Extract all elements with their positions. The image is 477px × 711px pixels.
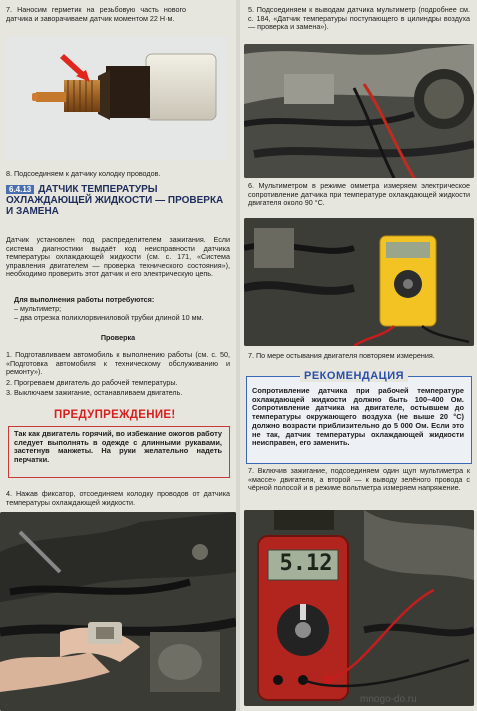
section-number: 6.4.13: [6, 185, 34, 194]
ohmmeter-illustration: [244, 218, 474, 346]
step-7-repeat: 7. По мере остывания двигателя повторяем измерения.: [248, 351, 435, 360]
check-step: 1. Подготавливаем автомобиль к выполнению работы (см. с. 50, «Подготовка автомобиля к техническому обслуживанию и ремонту»).: [6, 350, 230, 377]
column-divider: [236, 0, 240, 711]
check-step: 3. Выключаем зажигание, останавливаем двигатель.: [6, 388, 183, 397]
tools-heading: Для выполнения работы потребуются:: [14, 295, 155, 304]
step-4-disconnect: 4. Нажав фиксатор, отсоединяем колодку проводов от датчика температуры охлаждающей жидкости.: [6, 489, 230, 507]
step-8-connect: 8. Подсоединяем к датчику колодку проводов.: [6, 169, 161, 178]
warning-title: ПРЕДУПРЕЖДЕНИЕ!: [54, 409, 176, 421]
watermark: mnogo-do.ru: [360, 694, 417, 705]
multimeter-connect-photo: [244, 44, 474, 178]
step-5-multimeter: 5. Подсоединяем к выводам датчика мультиметр (подробнее см. с. 184, «Датчик температуры поступающего в цилиндры воздуха — проверка и замена»).: [248, 5, 470, 32]
section-title: [6, 184, 230, 217]
ohmmeter-photo: [244, 218, 474, 346]
tools-item: – два отрезка полихлорвиниловой трубки длиной 10 мм.: [14, 313, 204, 322]
check-step: 2. Прогреваем двигатель до рабочей температуры.: [6, 378, 178, 387]
step-7-voltage: 7. Включив зажигание, подсоединяем один щуп мультиметра к «массе» двигателя, а второй — к выводу зелёного провода с чёрной полосой и в режиме вольтметра измеряем напряжение.: [248, 466, 470, 493]
meter-display: 5.12: [279, 551, 333, 576]
sensor-illustration: [6, 36, 228, 160]
engine-top-illustration: [244, 44, 474, 178]
intro-paragraph: Датчик установлен под распределителем зажигания. Если система диагностики выдаёт код неисправности датчика температуры охлаждающей жидкости (см. с. 171, «Система управления двигателем — проверка технического состояния»), необходимо проверить этот датчик и его электрическую цепь.: [6, 235, 230, 279]
voltmeter-illustration: [244, 510, 474, 706]
warning-text: Так как двигатель горячий, во избежание ожогов работу следует выполнять в одежде с длинными рукавами, застегнув манжеты. На руки желательно надеть перчатки.: [14, 429, 222, 465]
disconnect-photo: [0, 512, 236, 711]
voltmeter-photo: [244, 510, 474, 706]
engine-illustration: [0, 512, 236, 711]
section-title-text: ДАТЧИК ТЕМПЕРАТУРЫ ОХЛАЖДАЮЩЕЙ ЖИДКОСТИ — ПРОВЕРКА И ЗАМЕНА: [6, 184, 224, 217]
step-7-sealant: 7. Наносим герметик на резьбовую часть нового датчика и заворачиваем датчик моментом 22 Н·м.: [6, 5, 186, 23]
recommendation-title: РЕКОМЕНДАЦИЯ: [300, 370, 408, 382]
tools-item: – мультиметр;: [14, 304, 62, 313]
recommendation-text: Сопротивление датчика при рабочей температуре охлаждающей жидкости должно быть 100–400 Ом. Сопротивление датчика на двигателе, остывшем до температуры окружающего воздуха (не выше 20 °С) должно возрасти приблизительно до 5 000 Ом. Если это не так, датчик температуры охлаждающей жидкости неисправен, его заменить.: [252, 386, 464, 448]
check-heading: Проверка: [100, 333, 136, 342]
step-6-measure: 6. Мультиметром в режиме омметра измеряем электрическое сопротивление датчика при температуре охлаждающей жидкости двигателя около 90 °С.: [248, 181, 470, 208]
sensor-photo: [6, 36, 228, 160]
